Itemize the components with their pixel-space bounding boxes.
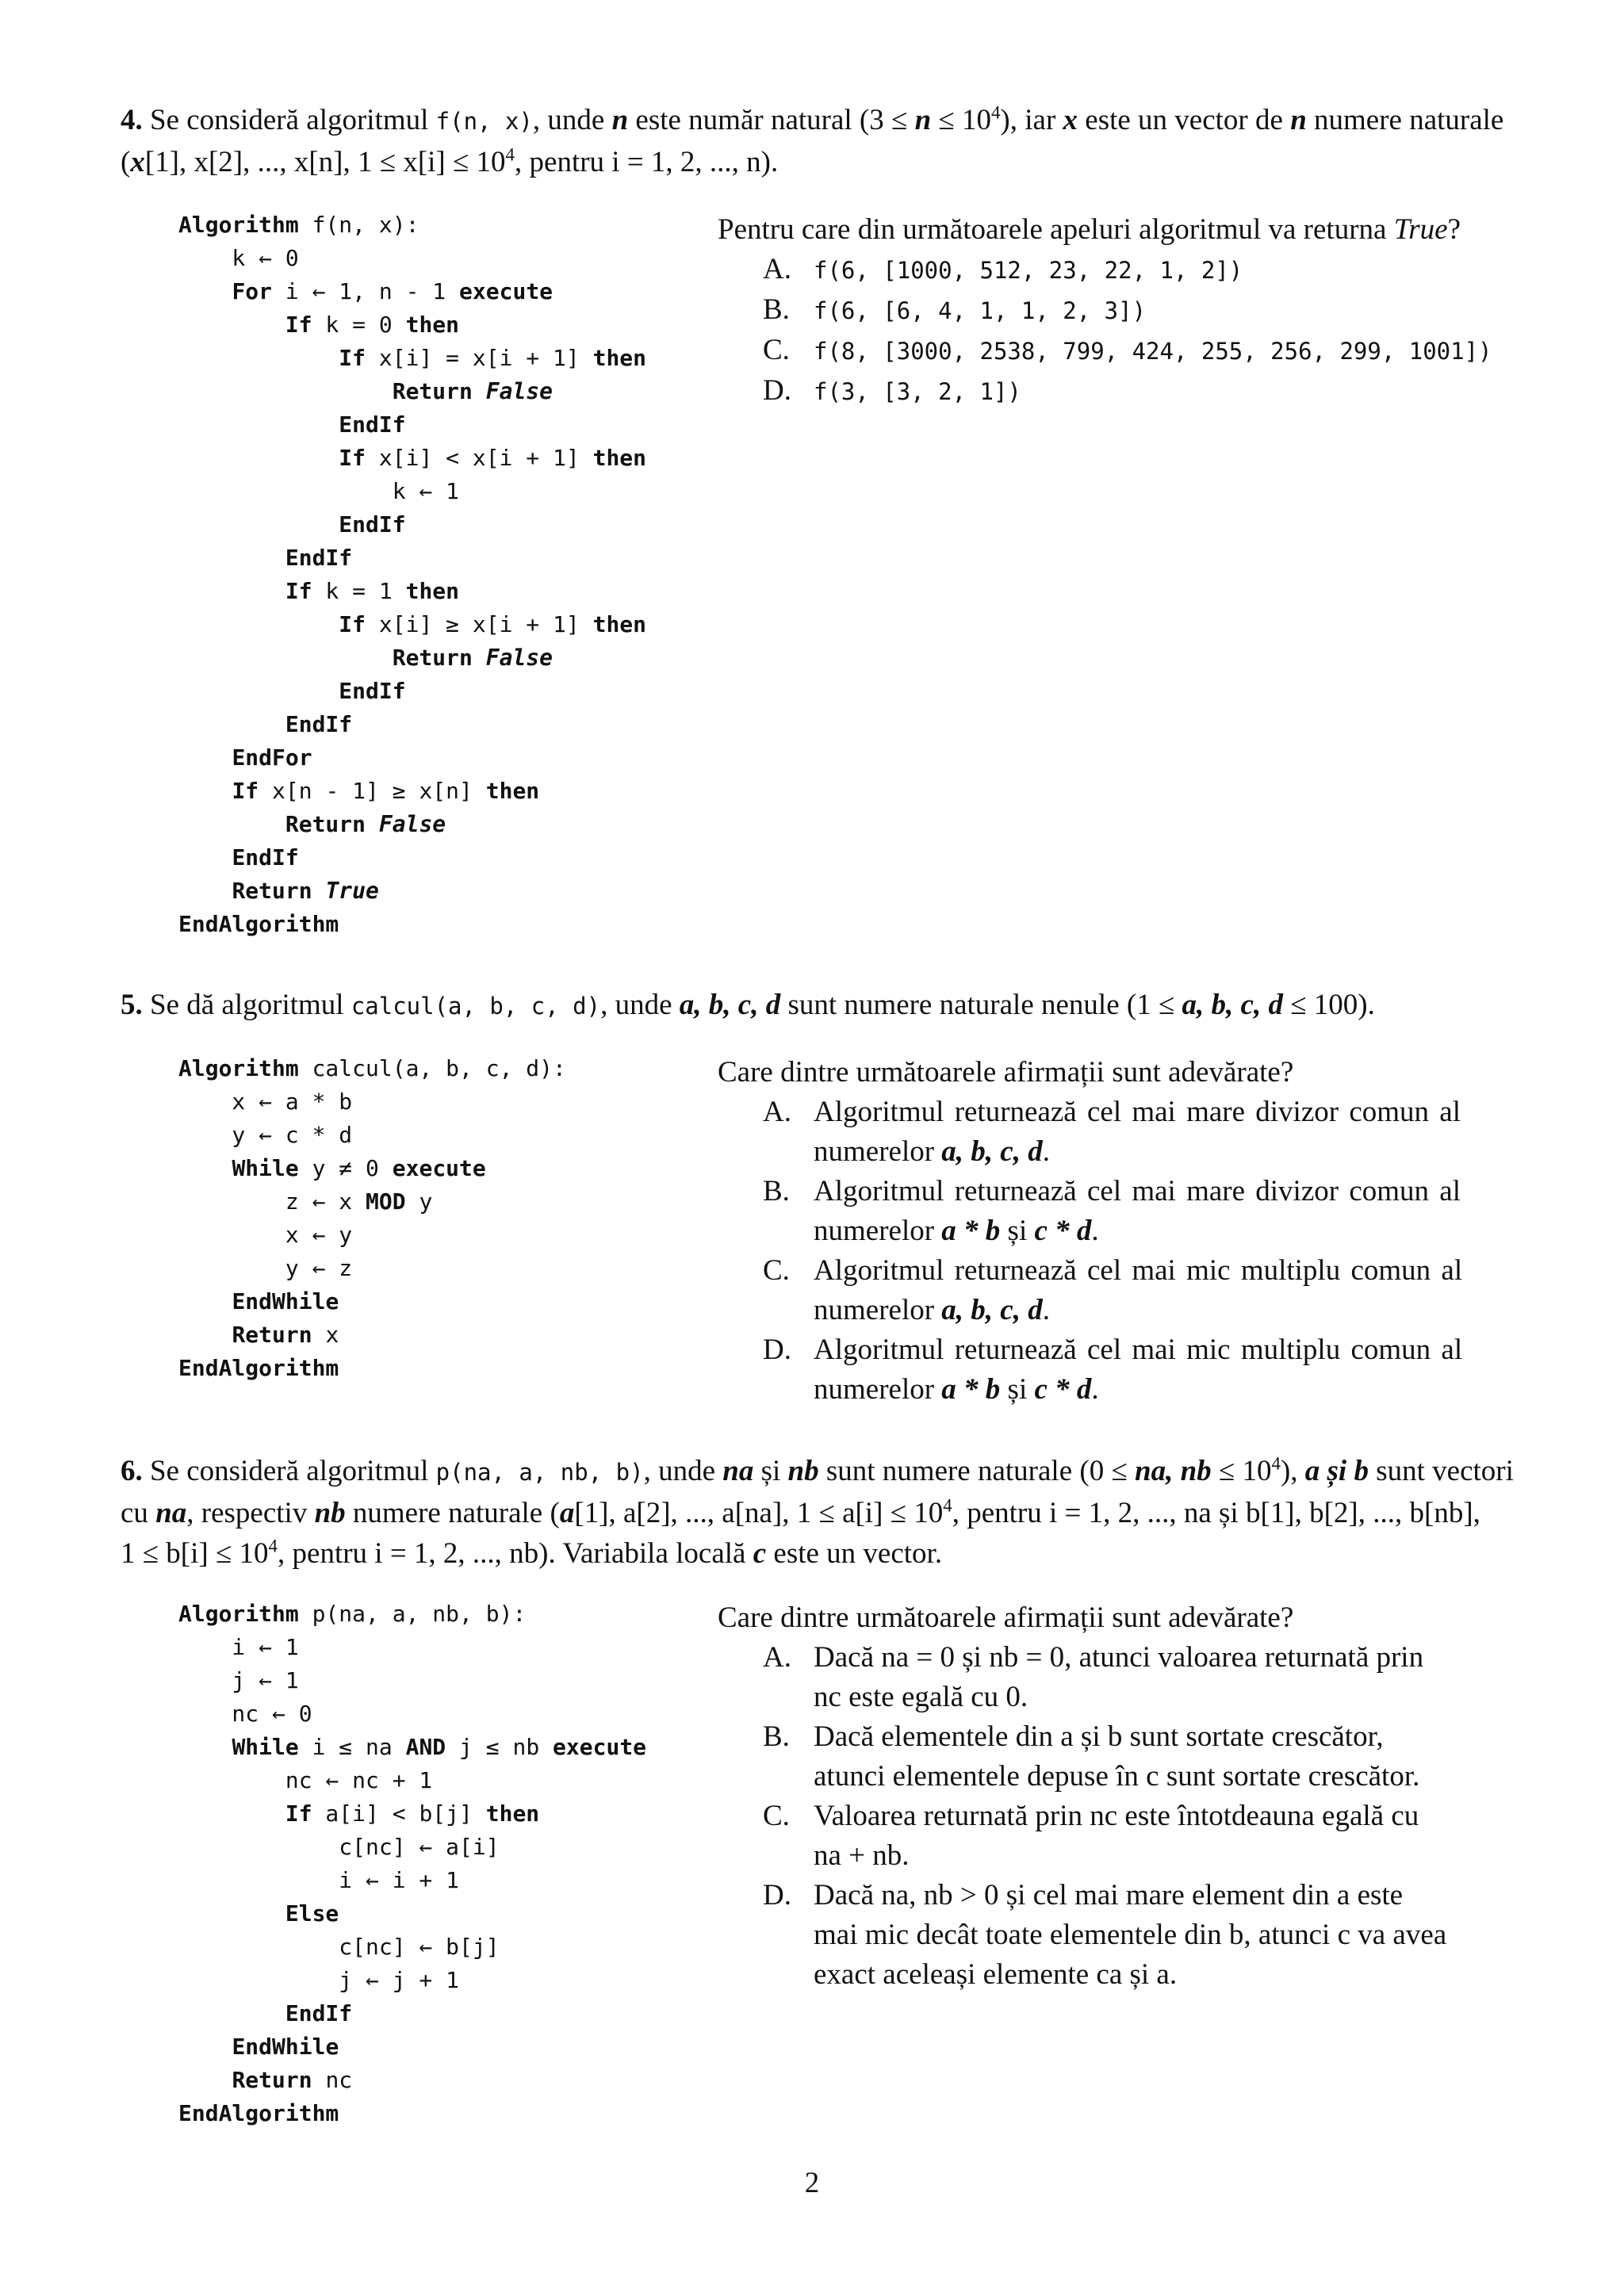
q6-var: na, nb <box>1135 1455 1212 1487</box>
q5-text: , unde <box>600 989 680 1021</box>
q4-prompt-text: Pentru care din următoarele apeluri algoritmul va returna <box>718 213 1394 246</box>
q6-text: ≤ 10 <box>1211 1455 1272 1487</box>
q5-text: sunt numere naturale nenule (1 ≤ <box>780 989 1182 1021</box>
option-text: . <box>1042 1294 1050 1326</box>
q4-intro <box>121 100 1516 182</box>
q5-prompt-text: Care dintre următoarele afirmații sunt adevărate? <box>718 1056 1294 1089</box>
option-vars: c * d <box>1034 1373 1092 1406</box>
option-text <box>814 1370 1492 1410</box>
q6-exp: 4 <box>943 1495 952 1516</box>
q6-intro <box>121 1451 1516 1574</box>
option-text <box>814 1291 1492 1330</box>
q4-var-x: x <box>1063 104 1078 136</box>
q6-var: na <box>155 1497 187 1529</box>
option-letter: B. <box>763 293 790 326</box>
q4-option-c <box>763 331 1492 371</box>
q4-text: Se consideră algoritmul <box>142 104 436 136</box>
q4-var-x: x <box>130 146 145 178</box>
option-text <box>814 1211 1492 1251</box>
q6-intro-line1 <box>121 1451 1516 1493</box>
option-text: Algoritmul returnează cel mai mic multiplu comun al <box>814 1254 1463 1287</box>
q5-option-a <box>763 1093 1492 1172</box>
option-text: . <box>1091 1373 1099 1406</box>
option-text: numerelor <box>814 1215 942 1247</box>
q6-options <box>763 1638 1492 1995</box>
q6-option-c <box>763 1797 1492 1876</box>
option-vars: a, b, c, d <box>941 1294 1043 1326</box>
q4-option-a <box>763 250 1492 290</box>
q6-var: c <box>753 1537 767 1570</box>
q5-func: calcul(a, b, c, d) <box>350 993 601 1020</box>
q6-text: numere naturale ( <box>345 1497 560 1529</box>
q6-intro-line3 <box>121 1533 1516 1574</box>
option-text <box>814 1132 1492 1172</box>
option-text: f(6, [1000, 512, 23, 22, 1, 2]) <box>814 257 1243 284</box>
q6-text: , pentru i = 1, 2, ..., na și b[1], b[2], ..., b[nb], <box>952 1497 1480 1529</box>
option-text: Algoritmul returnează cel mai mare divizor comun al <box>814 1096 1461 1128</box>
q6-exp: 4 <box>268 1536 278 1556</box>
q5-prompt <box>718 1053 1293 1093</box>
option-text: mai mic decât toate elementele din b, atunci c va avea <box>814 1919 1447 1951</box>
q6-var: nb <box>314 1497 346 1529</box>
option-text: na + nb. <box>814 1839 910 1872</box>
q4-option-b <box>763 290 1492 331</box>
option-text: Dacă na, nb > 0 și cel mai mare element din a este <box>814 1879 1404 1911</box>
q4-prompt <box>718 210 1461 250</box>
option-text: nc este egală cu 0. <box>814 1681 1028 1713</box>
q5-text: ≤ 100). <box>1282 989 1375 1021</box>
option-text: numerelor <box>814 1373 942 1406</box>
q6-option-b <box>763 1717 1492 1797</box>
option-text: f(8, [3000, 2538, 799, 424, 255, 256, 299, 1001]) <box>814 338 1492 365</box>
option-text: f(6, [6, 4, 1, 1, 2, 3]) <box>814 297 1147 324</box>
option-vars: a, b, c, d <box>941 1135 1043 1168</box>
q6-text: este un vector. <box>766 1537 943 1570</box>
option-letter: A. <box>763 253 791 285</box>
page-number: 2 <box>804 2167 820 2199</box>
q4-options <box>763 250 1492 411</box>
q6-func: p(na, a, nb, b) <box>435 1459 644 1486</box>
q4-code: Algorithm f(n, x): k ← 0 For i ← 1, n - 1 execute If k = 0 then If x[i] = x[i + 1] then Return False EndIf If x[i] < x[i + 1] then k ← 1 EndIf EndIf If k = 1 then If x[i] ≥ x[i + 1] then Return False EndIf EndIf EndFor If x[n - 1] ≥ x[n] then Return False EndIf Return True EndAlgorithm <box>178 212 647 937</box>
option-text: numerelor <box>814 1294 942 1326</box>
q5-option-c <box>763 1251 1492 1330</box>
q4-prompt-text: ? <box>1447 213 1461 246</box>
q6-text: 1 ≤ b[i] ≤ 10 <box>121 1537 269 1570</box>
q4-option-d <box>763 371 1492 411</box>
q4-text: ), iar <box>1000 104 1063 136</box>
q4-number: 4. <box>121 104 143 136</box>
q6-text: sunt vectori <box>1368 1455 1514 1487</box>
q6-var: a și b <box>1304 1455 1369 1487</box>
q6-var: a <box>559 1497 575 1529</box>
option-vars: a * b <box>941 1373 1001 1406</box>
option-letter: D. <box>763 1879 791 1911</box>
q6-text: , respectiv <box>186 1497 315 1529</box>
q4-text: este număr natural (3 ≤ <box>628 104 915 136</box>
option-letter: A. <box>763 1641 791 1674</box>
option-letter: A. <box>763 1096 791 1128</box>
q5-text: Se dă algoritmul <box>142 989 351 1021</box>
q6-code: Algorithm p(na, a, nb, b): i ← 1 j ← 1 nc ← 0 While i ≤ na AND j ≤ nb execute nc ← nc + 1 If a[i] < b[j] then c[nc] ← a[i] i ← i + 1 Else c[nc] ← b[j] j ← j + 1 EndIf EndWhile Return nc EndAlgorithm <box>178 1601 647 2126</box>
option-letter: B. <box>763 1720 790 1753</box>
q6-text: , pentru i = 1, 2, ..., nb). Variabila locală <box>278 1537 753 1570</box>
option-letter: C. <box>763 334 790 366</box>
q4-exp: 4 <box>505 144 515 165</box>
option-vars: a * b <box>941 1215 1001 1247</box>
q6-option-d <box>763 1876 1492 1995</box>
q4-text: ≤ 10 <box>931 104 991 136</box>
option-text: exact aceleași elemente ca și a. <box>814 1958 1178 1991</box>
option-letter: D. <box>763 1334 791 1366</box>
option-letter: C. <box>763 1800 790 1832</box>
q6-text: [1], a[2], ..., a[na], 1 ≤ a[i] ≤ 10 <box>574 1497 944 1529</box>
q6-text: ), <box>1280 1455 1305 1487</box>
option-letter: D. <box>763 374 791 407</box>
q6-number: 6. <box>121 1455 143 1487</box>
option-letter: C. <box>763 1254 790 1287</box>
q6-prompt <box>718 1598 1293 1638</box>
option-text: Algoritmul returnează cel mai mic multiplu comun al <box>814 1334 1463 1366</box>
option-text: Dacă elementele din a și b sunt sortate crescător, <box>814 1720 1384 1753</box>
q4-var-n: n <box>611 104 629 136</box>
q5-options <box>763 1093 1492 1410</box>
q4-text: , unde <box>532 104 612 136</box>
q5-option-b <box>763 1172 1492 1251</box>
option-text: și <box>1000 1373 1035 1406</box>
q6-text: sunt numere naturale (0 ≤ <box>818 1455 1136 1487</box>
q5-code: Algorithm calcul(a, b, c, d): x ← a * b y ← c * d While y ≠ 0 execute z ← x MOD y x ← y y ← z EndWhile Return x EndAlgorithm <box>178 1055 566 1381</box>
q6-option-a <box>763 1638 1492 1717</box>
q5-intro <box>121 985 1516 1027</box>
q5-vars: a, b, c, d <box>1182 989 1283 1021</box>
option-vars: c * d <box>1034 1215 1092 1247</box>
option-text: Algoritmul returnează cel mai mare divizor comun al <box>814 1175 1461 1207</box>
q4-text: numere naturale <box>1306 104 1504 136</box>
q6-prompt-text: Care dintre următoarele afirmații sunt adevărate? <box>718 1601 1294 1634</box>
q6-intro-line2 <box>121 1493 1516 1533</box>
q4-intro-line2: (x[1], x[2], ..., x[n], $1 \le x[i] \le 10^4$, pentru i = 1, 2, ..., n). <box>121 144 779 178</box>
q4-text: este un vector de <box>1078 104 1291 136</box>
option-text: Dacă na = 0 și nb = 0, atunci valoarea returnată prin <box>814 1641 1424 1674</box>
q6-text: cu <box>121 1497 156 1529</box>
q5-number: 5. <box>121 989 143 1021</box>
option-text: numerelor <box>814 1135 942 1168</box>
q6-var: na <box>722 1455 754 1487</box>
option-letter: B. <box>763 1175 790 1207</box>
q4-text: [1], x[2], ..., x[n], 1 ≤ x[i] ≤ 10 <box>144 146 506 178</box>
q6-exp: 4 <box>1271 1453 1281 1474</box>
q4-intro-line1 <box>121 100 1516 142</box>
q6-text: Se consideră algoritmul <box>142 1455 436 1487</box>
q4-prompt-true: True <box>1393 213 1448 246</box>
q4-text: , pentru i = 1, 2, ..., n). <box>515 146 779 178</box>
q4-exp: 4 <box>990 102 1001 123</box>
q6-var: nb <box>787 1455 819 1487</box>
q4-var-n: n <box>914 104 932 136</box>
q6-text: și <box>753 1455 788 1487</box>
q4-var-n: n <box>1290 104 1307 136</box>
option-text: . <box>1042 1135 1050 1168</box>
option-text: Valoarea returnată prin nc este întotdeauna egală cu <box>814 1800 1419 1832</box>
option-text: atunci elementele depuse în c sunt sortate crescător. <box>814 1760 1420 1793</box>
option-text: și <box>1000 1215 1035 1247</box>
q5-option-d <box>763 1330 1492 1410</box>
q4-func: f(n, x) <box>435 108 533 135</box>
option-text: . <box>1091 1215 1099 1247</box>
option-text: f(3, [3, 2, 1]) <box>814 378 1021 405</box>
q5-vars: a, b, c, d <box>679 989 781 1021</box>
q6-text: , unde <box>643 1455 723 1487</box>
